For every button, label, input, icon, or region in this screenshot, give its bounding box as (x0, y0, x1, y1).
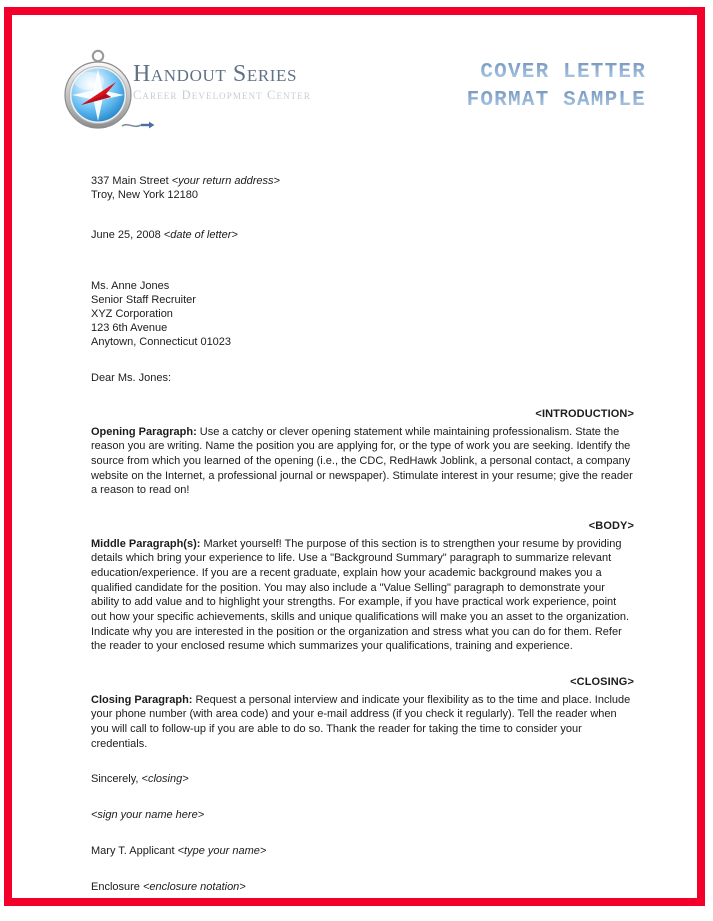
closing-salutation-text: Sincerely, (91, 773, 142, 786)
handout-series-logo (59, 46, 369, 136)
paragraph-closing-body: Request a personal interview and indicate your flexibility as to the time and place. Include your phone number (with area code) and your e-mail address (if you check it regularly). Tell the reader when you will call to follow-up if you are able to do so. Thank the reader for taking the time to consider your credentials. (91, 693, 631, 750)
signature-placeholder: <sign your name here> (91, 809, 205, 822)
return-address-placeholder: <your return address> (171, 175, 280, 187)
paragraph-middle-body: Market yourself! The purpose of this section is to strengthen your resume by providing details which bring your experience to life. Use a "Background Summary" paragraph to summarize relevant education/experience. If you are a recent graduate, explain how your academic background makes you a qualified candidate for the position. You may also include a "Value Selling" paragraph to demonstrate your ability to add value and to highlight your strengths. For example, if you have practical work experience, point out how your specific achievements, skills and unique qualifications will make you an asset to the organization. Indicate why you are interested in the position or the organization and stress what you can do for them. Refer the reader to your enclosed resume which summarizes your qualifications, training and experience. (91, 537, 630, 653)
spacer-after-signature (91, 823, 634, 845)
spacer-after-date (91, 243, 634, 269)
spacer-after-salutation (91, 386, 634, 408)
return-address-block (91, 175, 634, 203)
recipient-name: Ms. Anne Jones (91, 279, 170, 292)
spacer-after-typed-name (91, 859, 634, 881)
paragraph-opening-body: Use a catchy or clever opening statement while maintaining professionalism. State the reason you are writing. Name the position you are applying for, or the type of work you are seeking. Identify the source from which you learned of the opening (i.e., the CDC, RedHawk Joblink, a personal contact, a company website on the Internet, a professional journal or newspaper). Stimulate interest in your resume; give the reader a reason to read on! (91, 425, 633, 497)
paragraph-opening-lead: Opening Paragraph: (91, 425, 197, 438)
spacer-after-date-2 (91, 269, 634, 280)
document-header (12, 15, 697, 135)
return-address-line-2: Troy, New York 12180 (91, 188, 199, 201)
spacer-after-recipient (91, 350, 634, 372)
spacer-after-body (91, 654, 634, 676)
document-page (12, 15, 697, 898)
recipient-block (91, 280, 634, 350)
enclosure-notation (91, 881, 634, 895)
paragraph-closing-lead: Closing Paragraph: (91, 693, 193, 706)
date-value: June 25, 2008 (91, 228, 164, 241)
brand-subtitle: Career Development Center (133, 88, 311, 102)
page-title-line-1: COVER LETTER (467, 59, 646, 87)
typed-name-text: Mary T. Applicant (91, 845, 178, 858)
paragraph-opening (91, 425, 634, 498)
date-line (91, 229, 634, 243)
date-block (91, 229, 634, 243)
page-title (467, 59, 646, 116)
recipient-street: 123 6th Avenue (91, 321, 168, 334)
return-address-line-1 (91, 175, 634, 189)
date-placeholder: <date of letter> (163, 228, 238, 241)
closing-salutation (91, 773, 634, 787)
recipient-city-state-zip: Anytown, Connecticut 01023 (91, 335, 232, 348)
enclosure-text: Enclosure (91, 881, 143, 894)
brand-text (133, 62, 373, 102)
recipient-title: Senior Staff Recruiter (91, 293, 196, 306)
typed-name (91, 845, 634, 859)
salutation: Dear Ms. Jones: (91, 371, 172, 384)
typed-name-placeholder: <type your name> (177, 845, 267, 858)
arrow-right-icon (121, 120, 155, 130)
section-marker-introduction: <INTRODUCTION> (535, 407, 634, 420)
paragraph-middle-lead: Middle Paragraph(s): (91, 537, 201, 550)
closing-salutation-placeholder: <closing> (141, 773, 189, 786)
enclosure-placeholder: <enclosure notation> (142, 881, 246, 894)
page-title-line-2: FORMAT SAMPLE (467, 87, 646, 115)
return-address-street: 337 Main Street (91, 175, 172, 187)
spacer-after-sincerely (91, 787, 634, 809)
paragraph-middle (91, 537, 634, 654)
letter-body (91, 175, 634, 895)
paragraph-closing (91, 693, 634, 752)
red-page-border (4, 7, 705, 906)
spacer-after-introduction (91, 498, 634, 520)
recipient-company: XYZ Corporation (91, 307, 173, 320)
spacer-after-return-address (91, 203, 634, 229)
brand-name: Handout Series (133, 61, 298, 87)
section-marker-body: <BODY> (588, 519, 634, 532)
section-marker-closing: <CLOSING> (570, 675, 634, 688)
spacer-after-closing (91, 751, 634, 773)
